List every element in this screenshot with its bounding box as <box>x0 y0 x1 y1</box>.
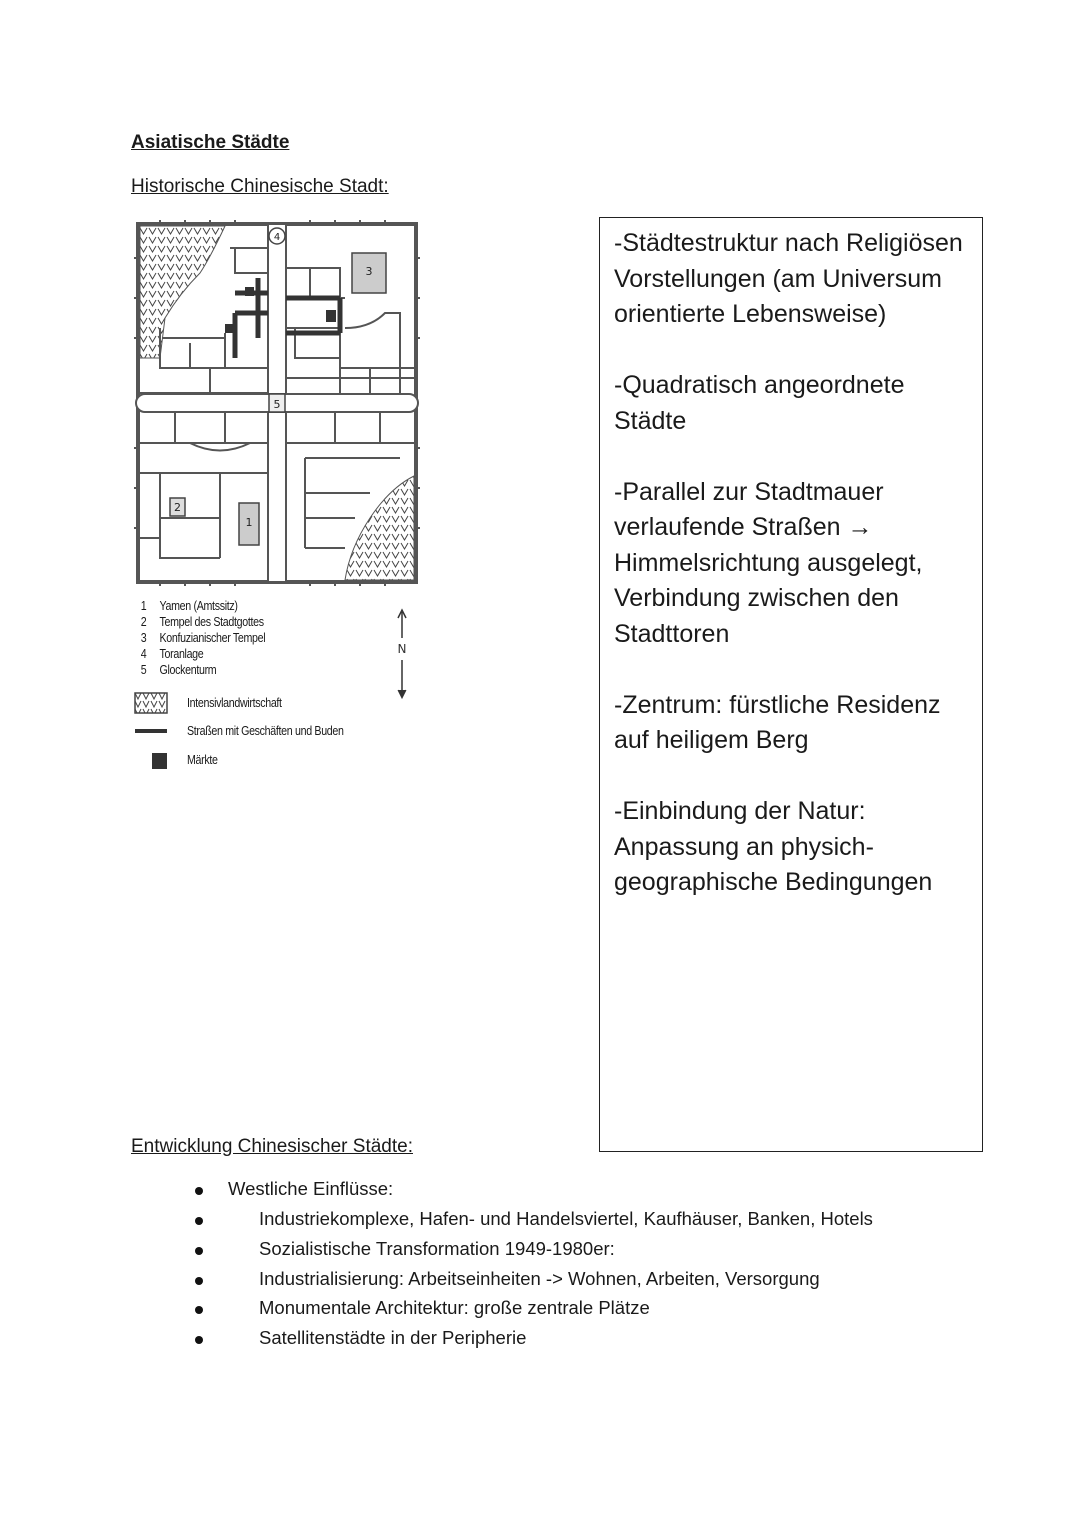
bullet-icon <box>195 1336 203 1344</box>
legend-item-3: 3 Konfuzianischer Tempel <box>140 630 266 645</box>
bullet-icon <box>195 1217 203 1225</box>
section-title-historic-city: Historische Chinesische Stadt: <box>131 176 389 197</box>
bullet-icon <box>195 1306 203 1314</box>
info-paragraph-streets: -Parallel zur Stadtmauer verlaufende Straßen → Himmelsrichtung ausgelegt, Verbindung zwischen den Stadttoren <box>614 477 923 648</box>
map-label-5: 5 <box>273 398 281 411</box>
bullet-icon <box>195 1247 203 1255</box>
legend-item-4: 4 Toranlage <box>140 646 204 661</box>
map-label-1: 1 <box>245 516 253 529</box>
city-map-svg <box>130 218 425 593</box>
north-label: N <box>397 642 407 656</box>
map-legend: 1 Yamen (Amtssitz) 2 Tempel des Stadtgottes 3 Konfuzianischer Tempel 4 Toranlage 5 Glockenturm Intensivlandwirtschaft Straßen mit Geschäften und Buden Märkte <box>130 596 410 776</box>
agriculture-legend-icon <box>134 692 168 714</box>
legend-item-1: 1 Yamen (Amtssitz) <box>140 598 238 613</box>
bullet-icon <box>195 1277 203 1285</box>
map-label-4: 4 <box>273 232 281 243</box>
info-paragraph-center: -Zentrum: fürstliche Residenz auf heiligem Berg <box>614 690 941 754</box>
market-marker <box>326 310 336 322</box>
info-paragraph-square: -Quadratisch angeordnete Städte <box>614 371 905 435</box>
market-legend-icon <box>134 751 168 771</box>
north-arrow-icon <box>392 608 412 700</box>
market-marker <box>225 324 234 333</box>
market-marker <box>245 287 254 296</box>
bullet-icon <box>195 1187 203 1195</box>
city-map <box>130 218 425 593</box>
info-paragraph-religion: -Städtestruktur nach Religiösen Vorstellungen (am Universum orientierte Lebensweise) <box>614 229 963 328</box>
info-box <box>599 217 983 1152</box>
info-paragraph-nature: -Einbindung der Natur: Anpassung an physich-geographische Bedingungen <box>614 797 933 896</box>
shop-street-legend-icon <box>134 722 168 742</box>
info-box-text <box>614 226 974 901</box>
map-label-3: 3 <box>365 265 373 278</box>
section-title-development: Entwicklung Chinesischer Städte: <box>131 1136 413 1157</box>
legend-item-5: 5 Glockenturm <box>140 662 217 677</box>
legend-item-2: 2 Tempel des Stadtgottes <box>140 614 264 629</box>
map-label-2: 2 <box>174 501 181 514</box>
page-heading: Asiatische Städte <box>131 132 290 153</box>
